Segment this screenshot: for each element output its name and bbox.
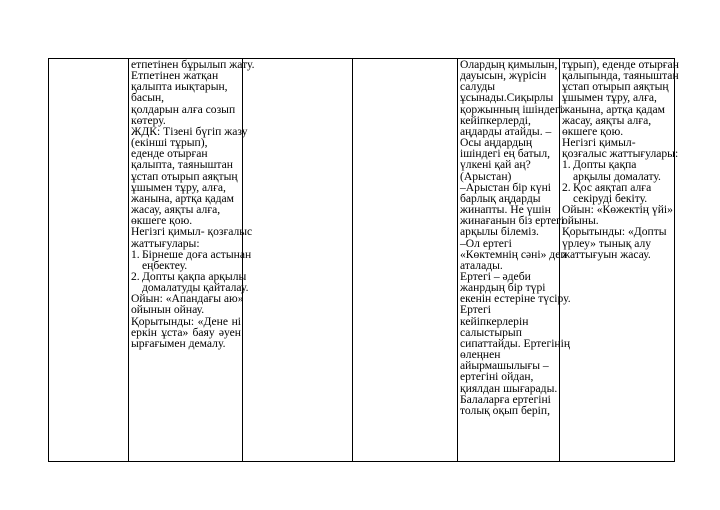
text-line: ЖДК: Тізені бүгіп жазу bbox=[131, 124, 248, 138]
list-item-number: 2. bbox=[562, 180, 571, 194]
text-line: Қорытынды: «Допты bbox=[562, 225, 667, 239]
col2-numbered-list bbox=[131, 247, 252, 295]
text-line: жинапты. Не үшін bbox=[460, 203, 551, 217]
text-line: ұшымен тұру, алға, bbox=[562, 91, 657, 105]
text-line: ішіндегі ең батыл, bbox=[460, 147, 551, 161]
text-line: етпетінен бұрылып жату. bbox=[131, 58, 255, 71]
text-line: «Көктемнің сәні» деп bbox=[460, 247, 567, 261]
text-line: Олардың қимылын, bbox=[460, 58, 558, 71]
table-cell-col4 bbox=[353, 59, 458, 462]
text-line: қозғалыс жаттығулары: bbox=[562, 147, 679, 161]
list-item-text: домалатуды қайталау. bbox=[142, 281, 249, 295]
list-item-number: 1. bbox=[562, 158, 571, 172]
table-cell-col5 bbox=[458, 58, 571, 462]
text-line: Етпетінен жатқан bbox=[131, 69, 219, 83]
col2-game-text bbox=[131, 292, 244, 317]
text-line: Қорытынды: «Дене ні bbox=[131, 314, 241, 328]
text-line: салуды bbox=[460, 80, 496, 94]
text-line: өкшеге қою. bbox=[562, 124, 624, 138]
text-line: өкшеге қою. bbox=[131, 214, 193, 228]
text-line: Осы аңдардың bbox=[460, 136, 533, 150]
text-line: жаттығуын жасау. bbox=[562, 247, 651, 261]
text-line: (Арыстан) bbox=[460, 169, 512, 183]
text-line: Негізгі қимыл- қозғалыс bbox=[131, 225, 253, 239]
list-item-text: арқылы домалату. bbox=[573, 169, 661, 183]
text-line: (екінші тұрып), bbox=[131, 136, 208, 150]
text-line: ойыны. bbox=[562, 214, 599, 228]
text-line: еркін ұста» баяу әуен bbox=[131, 325, 241, 339]
list-item-number: 1. bbox=[131, 247, 140, 261]
text-line: Ойын: «Көжектің үйі» bbox=[562, 203, 673, 217]
table-cell-col2 bbox=[129, 58, 255, 462]
text-line: ұстап отырып аяқтың bbox=[562, 80, 669, 94]
text-line: ертегіні ойдан, bbox=[460, 370, 534, 384]
text-line: көтеру. bbox=[131, 113, 166, 127]
text-line: қалыпта иықтарын, bbox=[131, 80, 228, 94]
col6-paragraph bbox=[562, 58, 679, 161]
text-line: толық оқып беріп, bbox=[460, 403, 550, 417]
text-line: өлеңнен bbox=[460, 348, 501, 362]
text-line: ұшымен тұру, алға, bbox=[131, 180, 226, 194]
text-line: жанына, артқа қадам bbox=[131, 191, 234, 205]
col2-paragraph bbox=[131, 58, 255, 250]
table-cell-col3 bbox=[243, 59, 353, 462]
text-line: қалыпта, таяныштан bbox=[131, 158, 233, 172]
text-line: жасау, аяқты алға, bbox=[562, 113, 652, 127]
list-item-text: Допты қақпа арқылы bbox=[142, 269, 247, 283]
text-line: айырмашылығы – bbox=[460, 359, 549, 373]
text-line: арқылы білеміз. bbox=[460, 225, 539, 239]
text-line: барлық аңдарды bbox=[460, 191, 541, 205]
text-line: жанрдың бір түрі bbox=[460, 281, 546, 295]
list-item-number: 2. bbox=[131, 269, 140, 283]
text-line: Балаларға ертегіні bbox=[460, 392, 551, 406]
text-line: басын, bbox=[131, 91, 165, 105]
text-line: –Арыстан бір күні bbox=[460, 180, 552, 194]
text-line: жасау, аяқты алға, bbox=[131, 203, 221, 217]
text-line: Негізгі қимыл- bbox=[562, 136, 636, 150]
text-line: кейіпкерлерін bbox=[460, 314, 529, 328]
text-line: тұрып), еденде отырған bbox=[562, 58, 679, 71]
text-line: сипаттайды. Ертегінің bbox=[460, 336, 571, 350]
col2-last-line: ырғағымен демалу. bbox=[131, 336, 226, 350]
col6-game-text bbox=[562, 204, 673, 260]
table-row bbox=[49, 59, 675, 462]
text-line: жанына, артқа қадам bbox=[562, 102, 665, 116]
text-line: қиялдан шығарады. bbox=[460, 381, 558, 395]
list-item-text: еңбектеу. bbox=[142, 258, 188, 272]
text-line: үлкені қай аң? bbox=[460, 158, 531, 172]
text-line: жинағанын біз ертегі bbox=[460, 214, 565, 228]
text-line: кейіпкерлерді, bbox=[460, 113, 531, 127]
text-line: қоржынның ішіндегі bbox=[460, 102, 563, 116]
col2-conclusion-text bbox=[131, 316, 241, 338]
lesson-plan-table bbox=[48, 58, 679, 462]
text-line: қалыпында, таяныштан bbox=[562, 69, 679, 83]
text-line: Ертегі – әдеби bbox=[460, 269, 531, 283]
text-line: екенін естеріне түсіру. bbox=[460, 292, 571, 306]
table-cell-col1 bbox=[49, 59, 129, 462]
text-line: ойынын ойнау. bbox=[131, 303, 205, 317]
text-line: салыстырып bbox=[460, 325, 522, 339]
col5-paragraph bbox=[460, 58, 571, 417]
text-line: жаттығулары: bbox=[131, 236, 200, 250]
text-line: аңдарды атайды. – bbox=[460, 124, 552, 138]
list-item-text: секіруді бекіту. bbox=[573, 191, 648, 205]
text-line: дауысын, жүрісін bbox=[460, 69, 547, 83]
text-line: ұсынады.Сиқырлы bbox=[460, 91, 554, 105]
table-cell-col6 bbox=[560, 58, 679, 462]
text-line: Ертегі bbox=[460, 303, 491, 317]
text-line: үрлеу» тынық алу bbox=[562, 236, 652, 250]
list-item-text: Допты қақпа bbox=[573, 158, 637, 172]
text-line: еденде отырған bbox=[131, 147, 208, 161]
text-line: –Ол ертегі bbox=[460, 236, 512, 250]
list-item-text: Қос аяқтап алға bbox=[573, 180, 652, 194]
text-line: Ойын: «Апандағы аю» bbox=[131, 292, 244, 306]
list-item-text: Бірнеше доға астынан bbox=[142, 247, 252, 261]
text-line: қолдарын алға созып bbox=[131, 102, 236, 116]
text-line: ұстап отырып аяқтың bbox=[131, 169, 238, 183]
col6-numbered-list bbox=[562, 159, 673, 204]
text-line: аталады. bbox=[460, 258, 503, 272]
